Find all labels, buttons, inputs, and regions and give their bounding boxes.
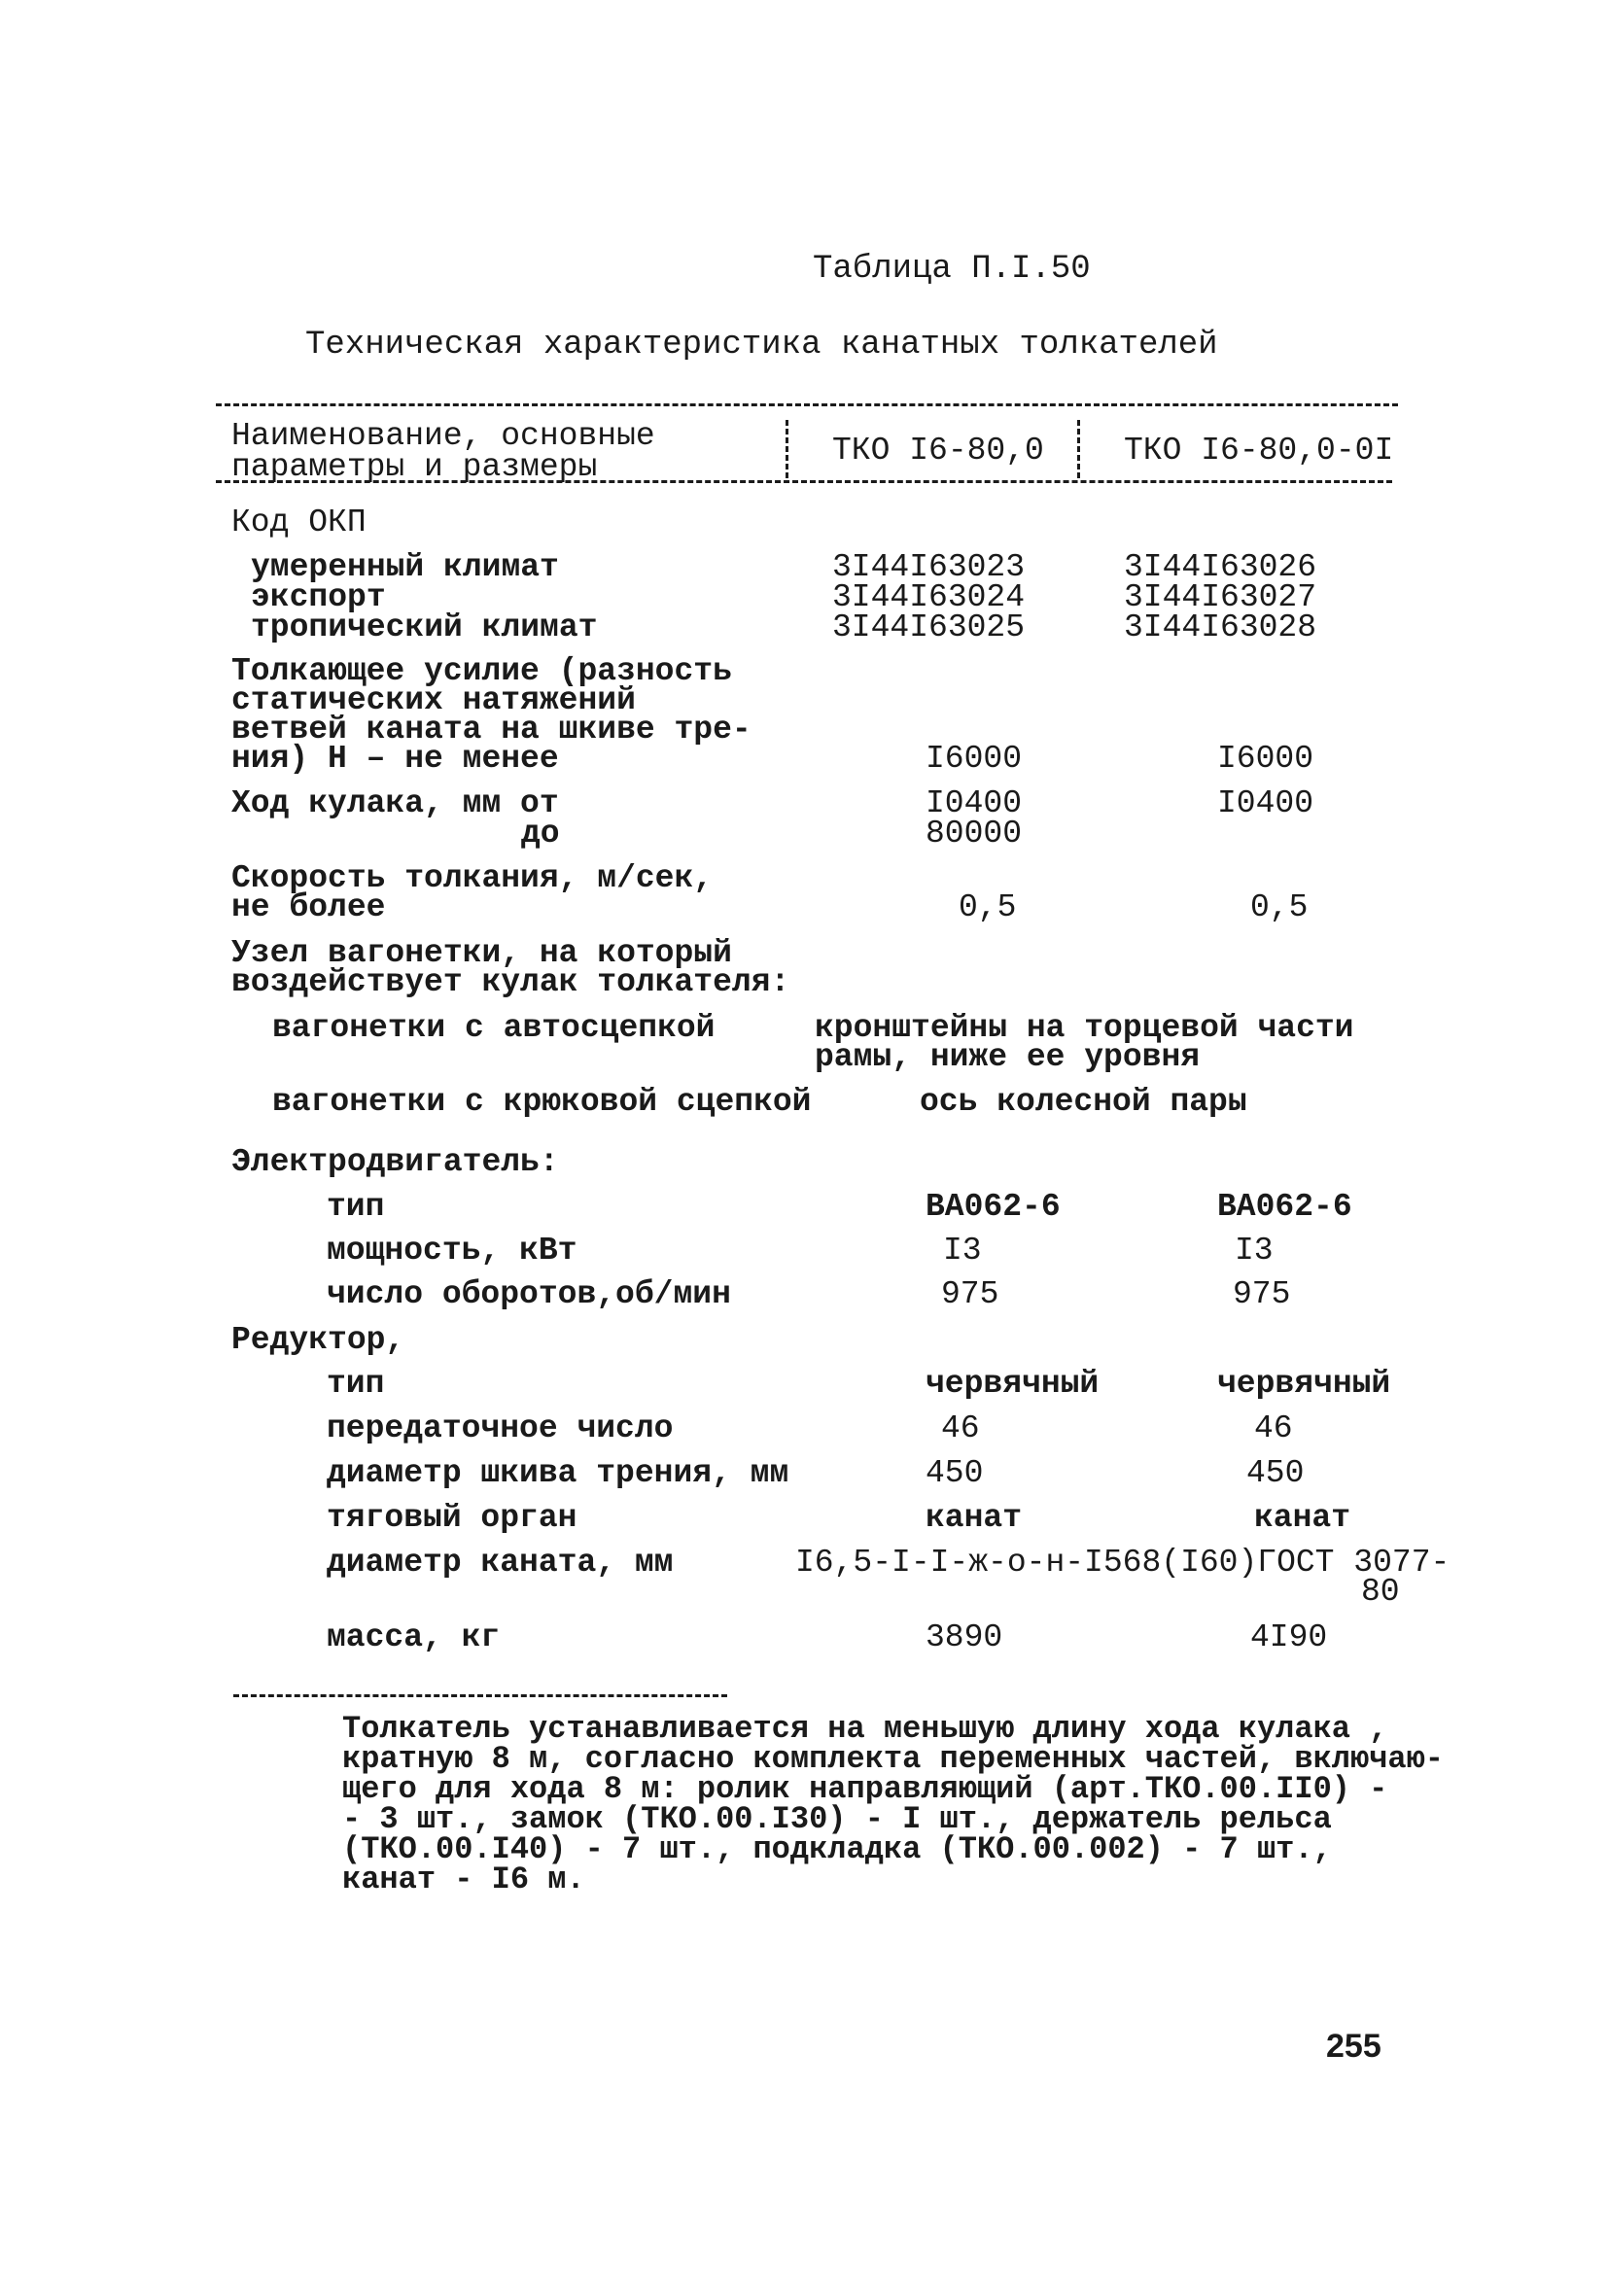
force-v2: I6000 — [1217, 741, 1314, 777]
reducer-row-3-v2: 450 — [1246, 1455, 1305, 1491]
footnote-line6: канат - I6 м. — [342, 1861, 585, 1897]
okp-label: Код ОКП — [231, 504, 367, 540]
rope-value-line2: 80 — [1361, 1574, 1400, 1610]
okp-row-2-v1: 3I44I63024 — [832, 579, 1026, 615]
motor-row-1-v2: ВА062-6 — [1217, 1189, 1352, 1225]
reducer-row-1-v2: червячный — [1217, 1366, 1391, 1402]
header-param-line2: параметры и размеры — [231, 449, 598, 485]
header-col2: ТКО I6-80,0-0I — [1124, 433, 1394, 469]
header-col1: ТКО I6-80,0 — [832, 433, 1044, 469]
header-param-line1: Наименование, основные — [231, 418, 655, 454]
page-number: 255 — [1326, 2028, 1381, 2065]
header-rule — [216, 480, 1392, 483]
table-number: Таблица П.I.50 — [813, 251, 1091, 288]
reducer-row-4-v2: канат — [1254, 1500, 1351, 1536]
reducer-label: Редуктор, — [231, 1322, 405, 1358]
reducer-row-2-v2: 46 — [1254, 1410, 1293, 1446]
stroke-to-v1: 80000 — [926, 816, 1023, 852]
node-hook-label: вагонетки с крюковой сцепкой — [272, 1084, 812, 1120]
force-line2: статических натяжений — [231, 682, 636, 718]
header-divider-1 — [786, 420, 788, 478]
node-auto-value-line1: кронштейны на торцевой части — [815, 1010, 1354, 1046]
speed-line2: не более — [231, 889, 386, 925]
footnote-line1: Толкатель устанавливается на меньшую длину хода кулака , — [342, 1711, 1388, 1747]
mass-v1: 3890 — [926, 1619, 1003, 1655]
stroke-from-v2: I0400 — [1217, 785, 1314, 821]
reducer-row-2-v1: 46 — [941, 1410, 980, 1446]
speed-v1: 0,5 — [959, 889, 1017, 925]
speed-v2: 0,5 — [1250, 889, 1309, 925]
motor-row-2-v2: I3 — [1235, 1233, 1274, 1269]
footnote-line2: кратную 8 м, согласно комплекта переменных частей, включаю- — [342, 1741, 1444, 1777]
rope-label: диаметр каната, мм — [327, 1545, 674, 1581]
reducer-row-2-label: передаточное число — [327, 1410, 674, 1446]
node-auto-value-line2: рамы, ниже ее уровня — [815, 1039, 1201, 1075]
node-auto-label: вагонетки с автосцепкой — [272, 1010, 716, 1046]
motor-row-1-label: тип — [327, 1189, 385, 1225]
node-hook-value: ось колесной пары — [920, 1084, 1247, 1120]
reducer-row-3-v1: 450 — [926, 1455, 984, 1491]
footnote-line5: (ТКО.00.I40) - 7 шт., подкладка (ТКО.00.002) - 7 шт., — [342, 1831, 1332, 1867]
motor-row-2-v1: I3 — [943, 1233, 982, 1269]
stroke-to-label: до — [521, 816, 560, 852]
reducer-row-4-label: тяговый орган — [327, 1500, 577, 1536]
motor-row-3-v2: 975 — [1233, 1276, 1291, 1312]
rope-value-line1: I6,5-I-I-ж-о-н-I568(I60)ГОСТ 3077- — [795, 1545, 1451, 1581]
stroke-label: Ход кулака, мм от — [231, 785, 559, 821]
reducer-row-3-label: диаметр шкива трения, мм — [327, 1455, 789, 1491]
motor-row-3-label: число оборотов,об/мин — [327, 1276, 731, 1312]
reducer-row-1-label: тип — [327, 1366, 385, 1402]
okp-row-1-label: умеренный климат — [251, 549, 559, 585]
header-divider-2 — [1077, 420, 1080, 478]
okp-row-2-label: экспорт — [251, 579, 386, 615]
okp-row-2-v2: 3I44I63027 — [1124, 579, 1317, 615]
okp-row-1-v1: 3I44I63023 — [832, 549, 1026, 585]
reducer-row-4-v1: канат — [926, 1500, 1023, 1536]
footnote-line4: - 3 шт., замок (ТКО.00.I30) - I шт., держатель рельса — [342, 1801, 1332, 1837]
reducer-row-1-v1: червячный — [926, 1366, 1100, 1402]
mass-label: масса, кг — [327, 1619, 501, 1655]
motor-row-2-label: мощность, кВт — [327, 1233, 577, 1269]
okp-row-3-v1: 3I44I63025 — [832, 609, 1026, 645]
footnote-line3: щего для хода 8 м: ролик направляющий (арт.ТКО.00.II0) - — [342, 1771, 1388, 1807]
okp-row-1-v2: 3I44I63026 — [1124, 549, 1317, 585]
speed-line1: Скорость толкания, м/сек, — [231, 860, 714, 896]
table-title: Техническая характеристика канатных толкателей — [305, 327, 1218, 364]
node-line2: воздействует кулак толкателя: — [231, 964, 790, 1000]
node-line1: Узел вагонетки, на который — [231, 935, 732, 971]
force-line4: ния) Н – не менее — [231, 741, 559, 777]
top-rule — [216, 403, 1398, 406]
footnote-rule — [233, 1694, 727, 1697]
motor-label: Электродвигатель: — [231, 1144, 559, 1180]
okp-row-3-v2: 3I44I63028 — [1124, 609, 1317, 645]
stroke-from-v1: I0400 — [926, 785, 1023, 821]
okp-row-3-label: тропический климат — [251, 609, 598, 645]
mass-v2: 4I90 — [1250, 1619, 1328, 1655]
motor-row-1-v1: ВА062-6 — [926, 1189, 1061, 1225]
force-v1: I6000 — [926, 741, 1023, 777]
force-line3: ветвей каната на шкиве тре- — [231, 712, 752, 748]
force-line1: Толкающее усилие (разность — [231, 653, 732, 689]
motor-row-3-v1: 975 — [941, 1276, 999, 1312]
